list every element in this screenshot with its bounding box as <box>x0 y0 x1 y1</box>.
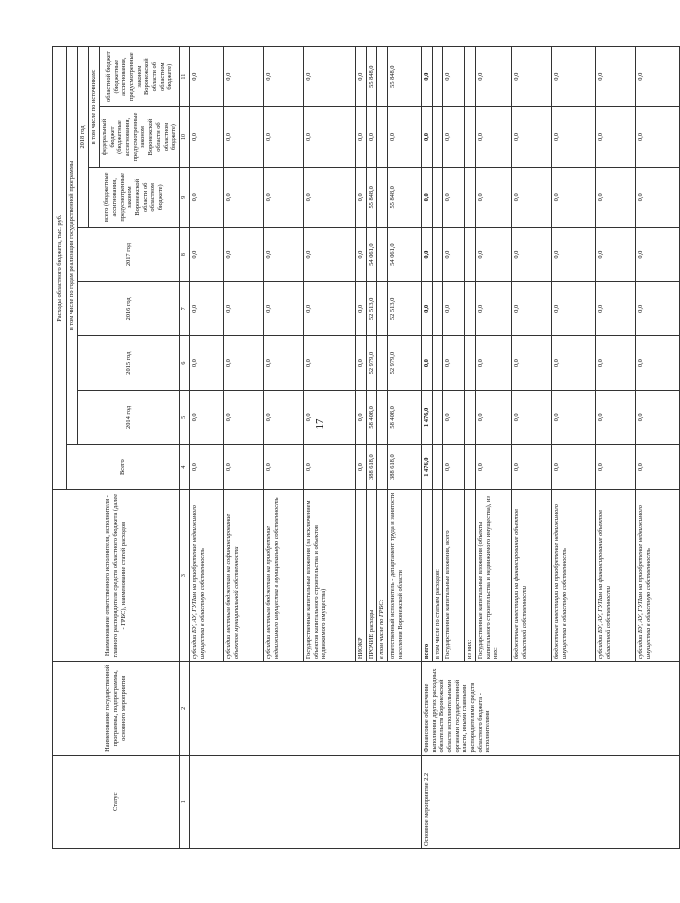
value-cell: 54 061,0 <box>387 227 421 281</box>
value-cell: 0,0 <box>421 336 432 390</box>
value-cell: 0,0 <box>355 167 366 227</box>
value-cell: 0,0 <box>443 227 465 281</box>
value-cell: 0,0 <box>443 47 465 107</box>
value-cell: 0,0 <box>512 227 552 281</box>
value-cell: 0,0 <box>303 445 355 490</box>
value-cell: 0,0 <box>552 227 596 281</box>
value-cell: 0,0 <box>636 282 680 336</box>
column-number: 11 <box>179 47 189 107</box>
value-cell: 0,0 <box>443 107 465 167</box>
header-executor: Наименование ответственного исполнителя, исполнителя - главного распорядителя средств областного бюджета (далее - ГРБС), наименование статей расходов <box>53 490 180 662</box>
value-cell <box>465 167 476 227</box>
rotated-page <box>52 46 652 849</box>
value-cell: 0,0 <box>355 336 366 390</box>
program-cell <box>189 662 421 755</box>
header-incl-sources: в том числе по источникам: <box>89 47 100 168</box>
header-program-name: Наименование государственной программы, подпрограммы, основного мероприятия <box>53 662 180 755</box>
value-cell <box>465 445 476 490</box>
expense-item-name: из них: <box>465 490 476 662</box>
value-cell <box>377 47 388 107</box>
column-number: 1 <box>179 755 189 848</box>
value-cell: 0,0 <box>476 282 512 336</box>
value-cell: 55 848,0 <box>387 167 421 227</box>
value-cell: 0,0 <box>263 282 303 336</box>
value-cell: 54 061,0 <box>366 227 377 281</box>
value-cell <box>377 445 388 490</box>
header-status: Статус <box>53 755 180 848</box>
value-cell <box>465 336 476 390</box>
value-cell: 0,0 <box>636 167 680 227</box>
value-cell: 0,0 <box>355 390 366 444</box>
value-cell: 0,0 <box>552 336 596 390</box>
value-cell: 52 979,0 <box>387 336 421 390</box>
value-cell: 0,0 <box>355 227 366 281</box>
value-cell: 0,0 <box>512 107 552 167</box>
value-cell: 55 848,0 <box>366 167 377 227</box>
expense-item-name: в том числе по статьям расходов: <box>432 490 443 662</box>
column-number: 5 <box>179 390 189 444</box>
value-cell: 0,0 <box>596 390 636 444</box>
value-cell: 0,0 <box>387 107 421 167</box>
header-regional: областной бюджет (бюджетные ассигнования, предусмотренные законом Воронежской области об областном бюджете) <box>100 47 180 107</box>
value-cell: 0,0 <box>476 390 512 444</box>
header-2016: 2016 год <box>78 282 180 336</box>
value-cell: 0,0 <box>223 47 263 107</box>
value-cell: 388 618,0 <box>366 445 377 490</box>
value-cell: 0,0 <box>223 227 263 281</box>
value-cell: 0,0 <box>636 47 680 107</box>
value-cell <box>377 336 388 390</box>
value-cell: 0,0 <box>189 282 223 336</box>
value-cell: 0,0 <box>636 107 680 167</box>
value-cell: 0,0 <box>636 336 680 390</box>
value-cell <box>432 336 443 390</box>
status-cell: Основное мероприятие 2.2 <box>421 755 679 848</box>
value-cell <box>465 107 476 167</box>
value-cell <box>432 227 443 281</box>
value-cell: 1 476,0 <box>421 390 432 444</box>
column-number: 3 <box>179 490 189 662</box>
value-cell: 0,0 <box>476 445 512 490</box>
header-program-years: в том числе по годам реализации государственной программы <box>67 47 78 445</box>
value-cell: 0,0 <box>552 445 596 490</box>
value-cell: 0,0 <box>443 390 465 444</box>
value-cell: 0,0 <box>512 167 552 227</box>
value-cell: 58 408,0 <box>366 390 377 444</box>
value-cell: 0,0 <box>552 282 596 336</box>
expense-item-name: в том числе по ГРБС: <box>377 490 388 662</box>
expense-item-name: субсидии БУ, АУ, ГУПам на приобретение недвижимого имущества в областную собственность <box>189 490 223 662</box>
expense-item-name: ответственный исполнитель - департамент труда и занятости населения Воронежской области <box>387 490 421 662</box>
value-cell: 0,0 <box>596 107 636 167</box>
expense-item-name: Государственные капитальные вложения (за исключением объектов капитального строительства и объектов недвижимого имущества) <box>303 490 355 662</box>
value-cell: 0,0 <box>596 336 636 390</box>
value-cell: 0,0 <box>443 167 465 227</box>
value-cell: 0,0 <box>223 336 263 390</box>
column-number: 6 <box>179 336 189 390</box>
header-2015: 2015 год <box>78 336 180 390</box>
program-name-cell: Финансовое обеспечение выполнения других расходных обязательств Воронежской области исполнительными органами государственной власти, иными главными распорядителями средств областного бюджета - исполнителями <box>421 662 679 755</box>
value-cell: 0,0 <box>263 47 303 107</box>
expense-item-name: всего <box>421 490 432 662</box>
expense-item-name: бюджетные инвестиции на финансирование объектов областной собственности <box>512 490 552 662</box>
value-cell: 0,0 <box>303 167 355 227</box>
value-cell: 0,0 <box>355 282 366 336</box>
value-cell: 0,0 <box>189 390 223 444</box>
value-cell: 0,0 <box>636 445 680 490</box>
value-cell: 0,0 <box>421 282 432 336</box>
value-cell: 0,0 <box>443 282 465 336</box>
value-cell: 0,0 <box>355 445 366 490</box>
value-cell: 0,0 <box>596 282 636 336</box>
column-number: 2 <box>179 662 189 755</box>
value-cell <box>465 282 476 336</box>
header-total: Всего <box>67 445 180 490</box>
value-cell: 0,0 <box>223 282 263 336</box>
value-cell: 0,0 <box>303 47 355 107</box>
value-cell: 0,0 <box>476 336 512 390</box>
table-row <box>421 47 432 849</box>
value-cell: 0,0 <box>596 47 636 107</box>
value-cell <box>432 167 443 227</box>
value-cell: 0,0 <box>552 390 596 444</box>
value-cell: 0,0 <box>263 227 303 281</box>
value-cell: 0,0 <box>303 107 355 167</box>
expense-item-name: субсидии БУ, АУ, ГУПам на финансирование объектов областной собственности <box>596 490 636 662</box>
value-cell: 58 408,0 <box>387 390 421 444</box>
value-cell: 0,0 <box>421 227 432 281</box>
value-cell: 0,0 <box>303 227 355 281</box>
value-cell: 0,0 <box>189 107 223 167</box>
value-cell: 52 979,0 <box>366 336 377 390</box>
value-cell: 0,0 <box>189 445 223 490</box>
value-cell: 0,0 <box>443 445 465 490</box>
value-cell: 52 513,0 <box>387 282 421 336</box>
value-cell: 0,0 <box>263 445 303 490</box>
value-cell: 0,0 <box>552 167 596 227</box>
header-2018-total: всего (бюджетные ассигнования, предусмотренные законом Воронежской области об областном бюджете) <box>89 167 180 227</box>
value-cell: 0,0 <box>443 336 465 390</box>
header-2014: 2014 год <box>78 390 180 444</box>
value-cell: 0,0 <box>223 107 263 167</box>
value-cell: 0,0 <box>303 336 355 390</box>
value-cell: 0,0 <box>476 167 512 227</box>
expense-item-name: субсидии БУ, АУ, ГУПам на приобретение недвижимого имущества в областную собственность <box>636 490 680 662</box>
value-cell: 0,0 <box>355 47 366 107</box>
value-cell: 0,0 <box>476 107 512 167</box>
value-cell <box>377 167 388 227</box>
value-cell: 0,0 <box>263 107 303 167</box>
value-cell <box>377 282 388 336</box>
expense-item-name: Государственные капитальные вложения, всего <box>443 490 465 662</box>
value-cell: 0,0 <box>421 167 432 227</box>
value-cell: 0,0 <box>263 390 303 444</box>
value-cell: 0,0 <box>421 47 432 107</box>
value-cell: 52 513,0 <box>366 282 377 336</box>
value-cell: 0,0 <box>421 107 432 167</box>
value-cell <box>377 107 388 167</box>
value-cell <box>377 390 388 444</box>
value-cell <box>432 445 443 490</box>
table-row <box>189 47 223 849</box>
column-number: 4 <box>179 445 189 490</box>
value-cell <box>377 227 388 281</box>
page-number: 17 <box>314 418 326 430</box>
value-cell: 0,0 <box>189 336 223 390</box>
expense-item-name: Государственные капитальные вложения (объекты капитального строительства и недвижимого имущества), из них: <box>476 490 512 662</box>
value-cell <box>465 227 476 281</box>
value-cell: 0,0 <box>596 167 636 227</box>
value-cell: 0,0 <box>512 390 552 444</box>
expense-item-name: субсидии местным бюджетам на софинансирование объектов муниципальной собственности <box>223 490 263 662</box>
value-cell: 1 476,0 <box>421 445 432 490</box>
expense-item-name: ПРОЧИЕ расходы <box>366 490 377 662</box>
value-cell: 0,0 <box>303 390 355 444</box>
value-cell: 55 848,0 <box>366 47 377 107</box>
value-cell: 0,0 <box>223 390 263 444</box>
value-cell: 0,0 <box>512 336 552 390</box>
value-cell: 0,0 <box>476 47 512 107</box>
value-cell: 0,0 <box>263 167 303 227</box>
value-cell <box>432 47 443 107</box>
value-cell: 0,0 <box>636 227 680 281</box>
value-cell: 0,0 <box>189 167 223 227</box>
expense-item-name: субсидии местным бюджетам на приобретение недвижимого имущества в муниципальную собственность <box>263 490 303 662</box>
value-cell <box>465 390 476 444</box>
column-number: 9 <box>179 167 189 227</box>
column-number: 7 <box>179 282 189 336</box>
value-cell: 0,0 <box>512 282 552 336</box>
value-cell: 0,0 <box>512 445 552 490</box>
header-expenses: Расходы областного бюджета, тыс. руб. <box>53 47 67 490</box>
expense-item-name: бюджетные инвестиции на приобретение недвижимого имущества в областную собственность <box>552 490 596 662</box>
value-cell: 0,0 <box>512 47 552 107</box>
value-cell: 0,0 <box>303 282 355 336</box>
value-cell: 0,0 <box>263 336 303 390</box>
value-cell: 0,0 <box>366 107 377 167</box>
value-cell: 0,0 <box>552 107 596 167</box>
value-cell: 0,0 <box>223 445 263 490</box>
value-cell: 0,0 <box>189 47 223 107</box>
value-cell: 0,0 <box>189 227 223 281</box>
column-number: 8 <box>179 227 189 281</box>
expenses-table <box>52 46 680 849</box>
value-cell: 0,0 <box>476 227 512 281</box>
value-cell <box>465 47 476 107</box>
header-federal: федеральный бюджет (бюджетные ассигнования, предусмотренные законом Воронежской области об областном бюджете) <box>100 107 180 167</box>
value-cell: 0,0 <box>596 227 636 281</box>
value-cell: 0,0 <box>223 167 263 227</box>
value-cell: 0,0 <box>596 445 636 490</box>
header-2018: 2018 год <box>78 47 89 228</box>
value-cell: 0,0 <box>636 390 680 444</box>
header-2017: 2017 год <box>78 227 180 281</box>
value-cell <box>432 282 443 336</box>
status-cell <box>189 755 421 848</box>
value-cell <box>432 390 443 444</box>
value-cell: 388 618,0 <box>387 445 421 490</box>
value-cell <box>432 107 443 167</box>
value-cell: 55 848,0 <box>387 47 421 107</box>
value-cell: 0,0 <box>552 47 596 107</box>
value-cell: 0,0 <box>355 107 366 167</box>
column-number: 10 <box>179 107 189 167</box>
expense-item-name: НИОКР <box>355 490 366 662</box>
